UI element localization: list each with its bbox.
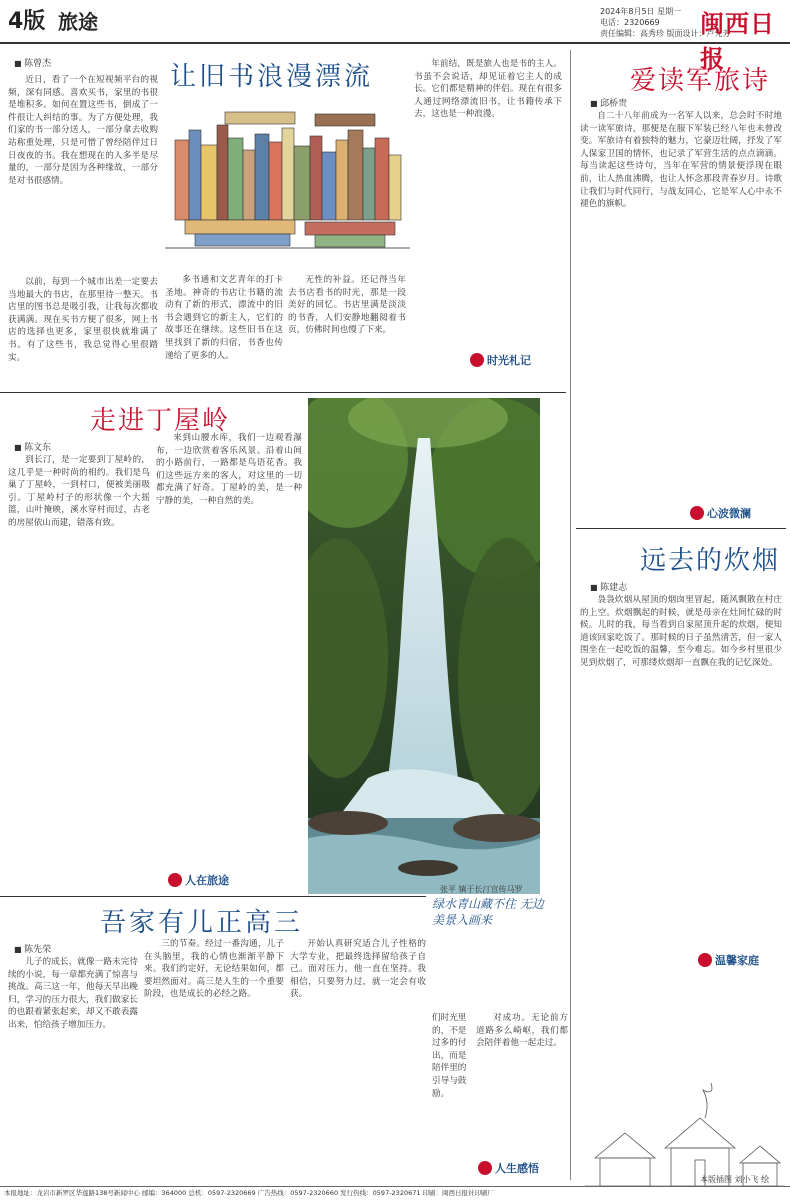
- column-logo-icon: [478, 1161, 492, 1175]
- books-col1: 近日，看了一个在短视频平台的视频，深有同感。喜欢买书，家里的书很是堆积多。如何在置这些书，倒成了一件很让人纠结的事。为了方便处理，我们家的书一部分送人，一部分拿去收购站称重处理，只是可惜了曾经陪伴过日日夜夜的书。我在想现在的人多半是尽量的，一部分是因为各种缘故，一部分是对书很感情。: [8, 75, 158, 186]
- kitchen-badge-label: 温馨家庭: [715, 954, 759, 967]
- family-col1: 儿子的成长，就像一路未完待续的小说，每一章都充满了惊喜与挑战。高三这一年，他每天早出晚归，学习的压力很大，我们做家长的也跟着紧张起来，却又不敢表露出来，怕给孩子增加压力。: [8, 957, 138, 1030]
- kitchen-text: 袅袅炊烟从屋顶的烟囱里冒起，随风飘散在村庄的上空。炊烟飘起的时候，就是母亲在灶间忙碌的时候。儿时的我，每当看到自家屋顶升起的炊烟，便知道该回家吃饭了。那时候的日子虽然清苦，但一家人围坐在一起吃饭的温馨，至今难忘。如今乡村里很少见到炊烟了，可那缕炊烟却一直飘在我的记忆深处。: [580, 595, 782, 668]
- village-title: 走进丁屋岭: [90, 406, 231, 436]
- section-rule: [0, 896, 426, 897]
- photo-caption: 张平 镇于长汀宣传马罗: [440, 885, 523, 894]
- army-badge: [690, 505, 751, 521]
- family-author: ■ 陈先荣: [14, 942, 51, 955]
- family-col5: 对成功。无论前方道路多么崎岖，我们都会陪伴着他一起走过。: [476, 1013, 568, 1049]
- family-badge: [478, 1160, 539, 1176]
- section-name: 旅途: [58, 10, 98, 34]
- kitchen-author: ■ 陈建志: [590, 580, 627, 593]
- family-col3: 开始认真研究适合儿子性格的大学专业，把最终选择留给孩子自己。面对压力，他一直在坚持。我相信，只要努力过，就一定会有收获。: [290, 939, 426, 1000]
- books-col2: 以前，每到一个城市出差一定要去当地最大的书店，在那里待一整天。书店里的图书总是吸引我，让我每次都收获满满。现在买书方便了很多，网上书店的选择也更多，家里很快就堆满了书。有了这些书，我总觉得心里很踏实。: [8, 277, 158, 363]
- books-title: 让旧书浪漫漂流: [170, 62, 374, 92]
- army-text: 自二十八年前成为一名军人以来，总会时不时地读一读军旅诗，那便是在服下军装已经八年也未曾改变。军旅诗有着独特的魅力，它豪迈壮阔，抒发了军人保家卫国的情怀，也记录了军营生活的点点滴滴。每当读起这些诗句，当年在军营的情景便浮现在眼前，让人热血沸腾，也让人怀念那段青春岁月。诗歌让我们与时代同行，与战友同心，它是军人心中永不褪色的旗帜。: [580, 111, 782, 210]
- sketch-caption: 本版插图 刘小飞 绘: [700, 1175, 770, 1184]
- books-illustration: [165, 100, 410, 260]
- family-title: 吾家有儿正高三: [100, 908, 304, 938]
- contact-phone: 电话：2320669: [600, 18, 660, 27]
- books-col4: 无性的补益。还记得当年去书店看书的时光，那是一段美好的回忆。书店里满是淡淡的书香，人们安静地翻阅着书页，仿佛时间也慢了下来。: [288, 275, 406, 336]
- family-col4: 们时光里的，不是过多的付出，而是陪伴里的引导与鼓励。: [432, 1013, 467, 1099]
- village-author: ■ 陈文东: [14, 440, 51, 453]
- issue-date: 2024年8月5日 星期一: [600, 7, 682, 16]
- family-badge-label: 人生感悟: [495, 1162, 539, 1175]
- village-badge-label: 人在旅途: [185, 874, 229, 887]
- kitchen-badge: [698, 952, 759, 968]
- books-col3: 多书通和文艺青年的打卡圣地。神奇的书店让书籍的流动有了新的形式，漂流中的旧书会遇到它的新主人，它们的故事还在继续。这些旧书在这里找到了新的归宿，书香也传递给了更多的人。: [165, 275, 283, 361]
- books-badge: [470, 352, 531, 368]
- family-col2: 三的节奏。经过一番沟通，儿子在头脑里，我的心情也渐渐平静下来。我们约定好，无论结果如何，都要坦然面对。高三是人生的一个重要阶段，也是成长的必经之路。: [144, 939, 284, 1000]
- books-badge-label: 时光札记: [487, 354, 531, 367]
- army-badge-label: 心波微澜: [707, 507, 751, 520]
- kitchen-title: 远去的炊烟: [640, 546, 781, 576]
- books-author: ■ 陈曾杰: [14, 56, 51, 69]
- village-col2: 来到山腰水库，我们一边观看瀑布，一边欣赏着客乐风景。沿着山间的小路前行，一路都是鸟语花香。我们这些远方来的客人，对这里的一切都充满了好奇。丁屋岭的美，是一种宁静的美，一种自然的美。: [156, 433, 302, 506]
- editor-credits: 责任编辑：高秀珍 版面设计：卢光芳: [600, 29, 731, 38]
- photo-quote: 绿水青山藏不住 无边美景入画来: [432, 897, 544, 927]
- column-logo-icon: [470, 353, 484, 367]
- army-title: 爱读军旅诗: [630, 66, 771, 96]
- books-col5: 年前结，既是旅人也是书的主人。书虽不会说话，却见证着它主人的成长。它们都是精神的伴侣。现在有很多人通过网络漂流旧书，让书籍传承下去，这也是一种浪漫。: [414, 59, 562, 120]
- column-logo-icon: [690, 506, 704, 520]
- village-col1: 到长汀，是一定要到丁屋岭的，这几乎是一种时尚的相约。我们是鸟巢了丁屋岭，一到村口，便被美丽吸引。丁屋岭村子的形状像一个大摇篮，山叶掩映，溪水穿村而过，古老的房屋依山而建，错落有致。: [8, 455, 150, 528]
- page-footer: 本报地址：龙岩市新罗区华莲路138号新闻中心 邮编：364000 总机：0597-2320669 广告热线：0597-2320660 发行热线：0597-2320671 印刷：闽西日报社印刷厂: [0, 1186, 790, 1200]
- newspaper-logo: 闽西日报: [700, 9, 775, 73]
- column-divider: [570, 50, 571, 1180]
- section-rule: [576, 528, 786, 529]
- edition-number: 4版: [8, 9, 46, 34]
- waterfall-photo: [308, 398, 540, 894]
- village-badge: [168, 872, 229, 888]
- army-author: ■ 邱桥贵: [590, 96, 627, 109]
- column-logo-icon: [698, 953, 712, 967]
- section-rule: [0, 392, 566, 393]
- column-logo-icon: [168, 873, 182, 887]
